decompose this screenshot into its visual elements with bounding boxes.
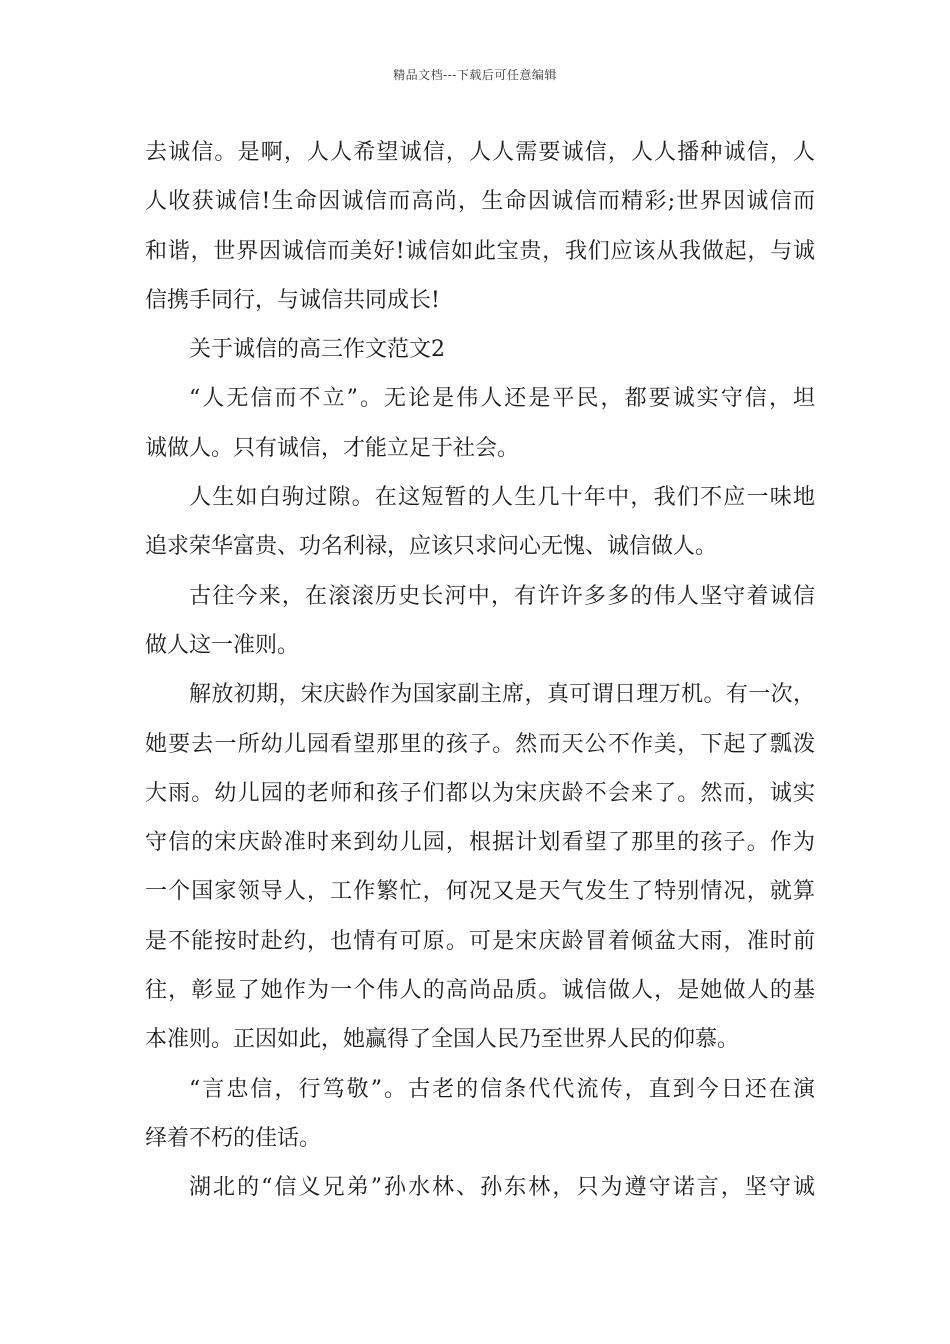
text-line: 古往今来，在滚滚历史长河中，有许许多多的伟人坚守着诚信 xyxy=(189,583,817,609)
text-line: 她要去一所幼儿园看望那里的孩子。然而天公不作美，下起了瓢泼 xyxy=(145,731,817,757)
page-header: 精品文档---下载后可任意编辑 xyxy=(393,68,557,82)
text-line: 守信的宋庆龄准时来到幼儿园，根据计划看望了那里的孩子。作为 xyxy=(145,830,817,856)
text-line: 信携手同行，与诚信共同成长! xyxy=(145,287,440,313)
text-line: 去诚信。是啊，人人希望诚信，人人需要诚信，人人播种诚信，人 xyxy=(145,140,817,165)
text-line: 诚做人。只有诚信，才能立足于社会。 xyxy=(145,435,520,461)
text-line: 做人这一准则。 xyxy=(145,632,300,658)
text-line: 人生如白驹过隙。在这短暂的人生几十年中，我们不应一味地 xyxy=(189,485,817,511)
text-line: 和谐，世界因诚信而美好!诚信如此宝贵，我们应该从我做起，与诚 xyxy=(145,238,816,264)
text-line: 人收获诚信!生命因诚信而高尚，生命因诚信而精彩;世界因诚信而 xyxy=(145,189,817,215)
text-line: 解放初期，宋庆龄作为国家副主席，真可谓日理万机。有一次， xyxy=(189,682,816,708)
text-line: 绎着不朽的佳话。 xyxy=(145,1125,322,1151)
text-line: 本准则。正因如此，她赢得了全国人民乃至世界人民的仰慕。 xyxy=(145,1027,740,1053)
text-line: 大雨。幼儿园的老师和孩子们都以为宋庆龄不会来了。然而，诚实 xyxy=(145,780,817,806)
text-line: 是不能按时赴约，也情有可原。可是宋庆龄冒着倾盆大雨，准时前 xyxy=(145,928,817,954)
text-line: “言忠信，行笃敬”。古老的信条代代流传，直到今日还在演 xyxy=(189,1076,818,1102)
text-line: 一个国家领导人，工作繁忙，何况又是天气发生了特别情况，就算 xyxy=(145,879,817,905)
text-line: 湖北的“信义兄弟”孙水林、孙东林，只为遵守诺言，坚守诚 xyxy=(189,1175,818,1201)
text-line: 追求荣华富贵、功名利禄，应该只求问心无愧、诚信做人。 xyxy=(145,534,718,560)
text-line: 往，彰显了她作为一个伟人的高尚品质。诚信做人，是她做人的基 xyxy=(145,978,817,1004)
text-line: “人无信而不立”。无论是伟人还是平民，都要诚实守信，坦 xyxy=(189,386,818,412)
document-body xyxy=(145,128,818,1213)
text-line: 关于诚信的高三作文范文2 xyxy=(189,337,445,363)
